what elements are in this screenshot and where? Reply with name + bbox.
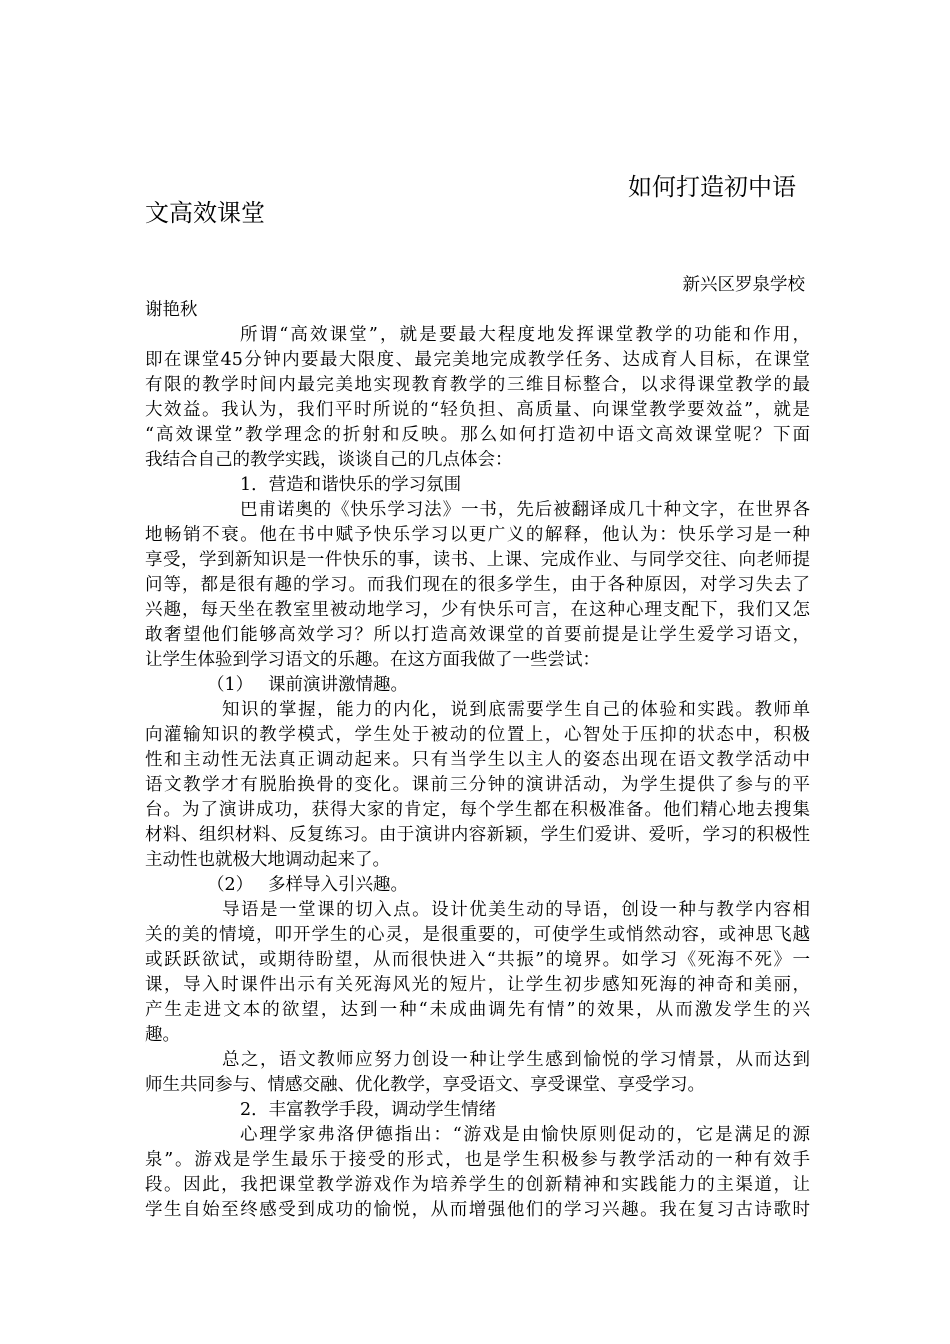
- p4-line: 课，导入时课件出示有关死海风光的短片，让学生初步感知死海的神奇和美丽，: [145, 975, 810, 995]
- heading-2: 2．丰富教学手段，调动学生情绪: [240, 1100, 497, 1120]
- p1-line: “高效课堂”教学理念的折射和反映。那么如何打造初中语文高效课堂呢？下面: [145, 425, 810, 445]
- p4-line: 趣。: [145, 1025, 180, 1045]
- school-name: 新兴区罗泉学校: [682, 275, 805, 295]
- heading-1: 1．营造和谐快乐的学习氛围: [240, 475, 462, 495]
- subheading-2-text: 多样导入引兴趣。: [268, 875, 408, 895]
- p4-line: 产生走进文本的欲望，达到一种“未成曲调先有情”的效果，从而激发学生的兴: [145, 1000, 810, 1020]
- subheading-1-number: （1）: [207, 675, 254, 695]
- p5-line: 总之，语文教师应努力创设一种让学生感到愉悦的学习情景，从而达到: [222, 1050, 810, 1070]
- p1-line: 即在课堂45分钟内要最大限度、最完美地完成教学任务、达成育人目标，在课堂: [145, 350, 810, 370]
- p6-line: 泉”。游戏是学生最乐于接受的形式，也是学生积极参与教学活动的一种有效手: [145, 1150, 810, 1170]
- p2-line: 享受，学到新知识是一件快乐的事，读书、上课、完成作业、与同学交往、向老师提: [145, 550, 810, 570]
- p3-line: 性和主动性无法真正调动起来。只有当学生以主人的姿态出现在语文教学活动中: [145, 750, 810, 770]
- p2-line: 敢奢望他们能够高效学习？所以打造高效课堂的首要前提是让学生爱学习语文，: [145, 625, 810, 645]
- p5-line: 师生共同参与、情感交融、优化教学，享受语文、享受课堂、享受学习。: [145, 1075, 705, 1095]
- p3-line: 语文教学才有脱胎换骨的变化。课前三分钟的演讲活动，为学生提供了参与的平: [145, 775, 810, 795]
- p4-line: 关的美的情境，叩开学生的心灵，是很重要的，可使学生或悄然动容，或神思飞越: [145, 925, 810, 945]
- p2-line: 地畅销不衰。他在书中赋予快乐学习以更广义的解释，他认为：快乐学习是一种: [145, 525, 810, 545]
- p3-line: 主动性也就极大地调动起来了。: [145, 850, 390, 870]
- p1-line: 所谓“高效课堂”，就是要最大程度地发挥课堂教学的功能和作用，: [240, 325, 810, 345]
- p4-line: 导语是一堂课的切入点。设计优美生动的导语，创设一种与教学内容相: [222, 900, 810, 920]
- p3-line: 台。为了演讲成功，获得大家的肯定，每个学生都在积极准备。他们精心地去搜集: [145, 800, 810, 820]
- p2-line: 巴甫诺奥的《快乐学习法》一书，先后被翻译成几十种文字，在世界各: [240, 500, 810, 520]
- p4-line: 或跃跃欲试，或期待盼望，从而很快进入“共振”的境界。如学习《死海不死》一: [145, 950, 810, 970]
- p1-line: 我结合自己的教学实践，谈谈自己的几点体会：: [145, 450, 513, 470]
- p3-line: 向灌输知识的教学模式，学生处于被动的位置上，心智处于压抑的状态中，积极: [145, 725, 810, 745]
- subheading-1-text: 课前演讲激情趣。: [268, 675, 408, 695]
- p1-line: 大效益。我认为，我们平时所说的“轻负担、高质量、向课堂教学要效益”，就是: [145, 400, 810, 420]
- p2-line: 让学生体验到学习语文的乐趣。在这方面我做了一些尝试：: [145, 650, 600, 670]
- author-name: 谢艳秋: [145, 300, 198, 320]
- title-line-1: 如何打造初中语: [628, 173, 796, 201]
- p1-line: 有限的教学时间内最完美地实现教育教学的三维目标整合，以求得课堂教学的最: [145, 375, 810, 395]
- p6-line: 段。因此，我把课堂教学游戏作为培养学生的创新精神和实践能力的主渠道，让: [145, 1175, 810, 1195]
- p2-line: 兴趣，每天坐在教室里被动地学习，少有快乐可言，在这种心理支配下，我们又怎: [145, 600, 810, 620]
- p2-line: 问等，都是很有趣的学习。而我们现在的很多学生，由于各种原因，对学习失去了: [145, 575, 810, 595]
- p6-line: 心理学家弗洛伊德指出：“游戏是由愉快原则促动的，它是满足的源: [240, 1125, 810, 1145]
- p3-line: 材料、组织材料、反复练习。由于演讲内容新颖，学生们爱讲、爱听，学习的积极性: [145, 825, 810, 845]
- title-line-2: 文高效课堂: [145, 199, 265, 227]
- p6-line: 学生自始至终感受到成功的愉悦，从而增强他们的学习兴趣。我在复习古诗歌时: [145, 1200, 810, 1220]
- subheading-2-number: （2）: [207, 875, 254, 895]
- p3-line: 知识的掌握，能力的内化，说到底需要学生自己的体验和实践。教师单: [222, 700, 810, 720]
